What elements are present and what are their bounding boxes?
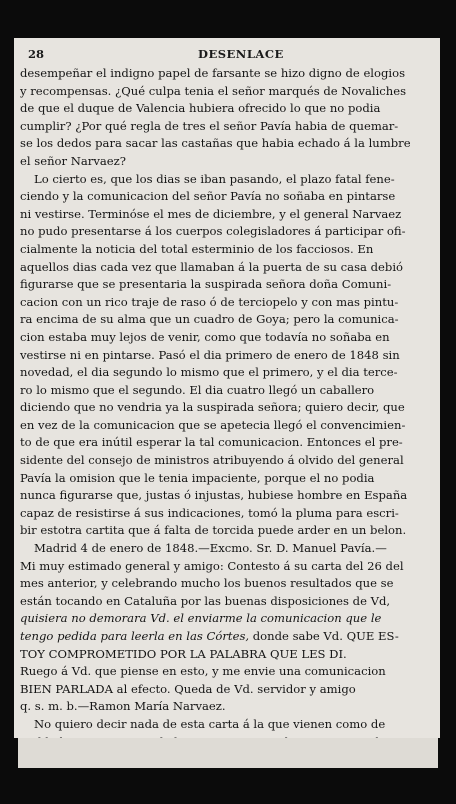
text-line: [20, 100, 434, 118]
text-line-content: to de que era inútil esperar la tal comunicacion. Entonces el pre-: [20, 435, 403, 450]
text-line-content: BIEN PARLADA al efecto. Queda de Vd. servidor y amigo: [20, 681, 356, 696]
text-line: [20, 716, 434, 734]
text-line-content: Ruego á Vd. que piense en esto, y me envie una comunicacion: [20, 664, 386, 679]
text-line-content: novedad, el dia segundo lo mismo que el primero, y el dia terce-: [20, 365, 398, 380]
text-line-content: figurarse que se presentaria la suspirada señora doña Comuni-: [20, 277, 392, 292]
text-line: [20, 364, 434, 382]
text-line-content: capaz de resistirse á sus indicaciones, tomó la pluma para escri-: [20, 505, 399, 520]
text-line-content: cumplir? ¿Por qué regla de tres el señor Pavía habia de quemar-: [20, 118, 399, 133]
text-line-content: de que el duque de Valencia hubiera ofrecido lo que no podia: [20, 101, 381, 116]
text-line: [20, 399, 434, 417]
text-line-content: cialmente la noticia del total esterminio de los facciosos. En: [20, 241, 374, 256]
text-line: [20, 610, 434, 628]
text-line-content: Lo cierto es, que los dias se iban pasando, el plazo fatal fene-: [34, 171, 395, 186]
text-line: [20, 540, 434, 558]
text-line: [20, 153, 434, 171]
text-line-content: ra encima de su alma que un cuadro de Goya; pero la comunica-: [20, 312, 399, 327]
text-line: [20, 65, 434, 83]
text-line-content: quisiera no demorara Vd. el enviarme la comunicacion que le: [20, 611, 382, 626]
page-number: 28: [28, 47, 45, 61]
text-line: [20, 329, 434, 347]
text-line: [20, 505, 434, 523]
text-line-content: Mi muy estimado general y amigo: Contesto á su carta del 26 del: [20, 558, 404, 573]
text-line: [20, 522, 434, 540]
text-line-content: cion estaba muy lejos de venir, como que todavía no soñaba en: [20, 329, 390, 344]
text-line-content: y recompensas. ¿Qué culpa tenia el señor marqués de Novaliches: [20, 83, 407, 98]
text-line: [20, 83, 434, 101]
text-line: [20, 417, 434, 435]
text-line-content: bir estotra cartita que á falta de torcida puede arder en un belon.: [20, 523, 407, 538]
page-bottom-edge: [18, 738, 438, 768]
text-line-suffix: donde sabe Vd. QUE ES-: [249, 629, 399, 643]
text-line: [20, 663, 434, 681]
text-line-content: ciendo y la comunicacion del señor Pavía no soñaba en pintarse: [20, 189, 396, 204]
text-line-content: desempeñar el indigno papel de farsante se hizo digno de elogios: [20, 66, 406, 80]
text-line: [20, 206, 434, 224]
text-line-content: en vez de la comunicacion que se apetecia llegó el convencimien-: [20, 417, 406, 432]
text-line: [20, 171, 434, 189]
text-line-content: cacion con un rico traje de raso ó de terciopelo y con mas pintu-: [20, 294, 399, 309]
text-line: [20, 434, 434, 452]
text-line: [20, 593, 434, 611]
text-line: [20, 558, 434, 576]
text-line: [20, 276, 434, 294]
text-line-content: tengo pedida para leerla en las Córtes,: [20, 629, 250, 643]
text-line: [20, 223, 434, 241]
text-line-content: TOY COMPROMETIDO POR LA PALABRA QUE LES DI.: [20, 646, 347, 661]
text-line-content: aquellos dias cada vez que llamaban á la puerta de su casa debió: [20, 259, 404, 274]
book-page: [14, 38, 440, 738]
text-line: [20, 452, 434, 470]
text-line-content: nunca figurarse que, justas ó injustas, hubiese hombre en España: [20, 488, 408, 503]
text-line: [20, 575, 434, 593]
text-line-content: el señor Narvaez?: [20, 153, 126, 168]
text-line: [20, 118, 434, 136]
text-line-content: se los dedos para sacar las castañas que habia echado á la lumbre: [20, 136, 411, 151]
text-line-content: vestirse ni en pintarse. Pasó el dia primero de enero de 1848 sin: [20, 347, 400, 362]
text-line-content: Madrid 4 de enero de 1848.—Excmo. Sr. D. Manuel Pavía.—: [34, 541, 387, 556]
text-line: [20, 382, 434, 400]
text-line: [20, 294, 434, 312]
text-line: [20, 135, 434, 153]
running-title: DESENLACE: [198, 47, 284, 61]
text-line: [20, 681, 434, 699]
body-text: [20, 65, 434, 769]
text-line: [20, 347, 434, 365]
page-header: [28, 47, 426, 63]
text-line: [20, 311, 434, 329]
text-line: [20, 188, 434, 206]
text-line: [20, 259, 434, 277]
text-line-content: No quiero decir nada de esta carta á la que vienen como de: [34, 716, 386, 731]
text-line-content: ro lo mismo que el segundo. El dia cuatro llegó un caballero: [20, 382, 375, 397]
text-line: [20, 470, 434, 488]
text-line: [20, 241, 434, 259]
text-line-content: ni vestirse. Terminóse el mes de diciembre, y el general Narvaez: [20, 206, 402, 221]
text-line: [20, 646, 434, 664]
text-line: [20, 628, 434, 646]
text-line-content: están tocando en Cataluña por las buenas disposiciones de Vd,: [20, 593, 391, 608]
text-line-content: diciendo que no vendria ya la suspirada señora; quiero decir, que: [20, 400, 405, 415]
text-line-content: sidente del consejo de ministros atribuyendo á olvido del general: [20, 453, 404, 468]
text-line-content: mes anterior, y celebrando mucho los buenos resultados que se: [20, 576, 394, 591]
text-line-content: q. s. m. b.—Ramon María Narvaez.: [20, 699, 226, 714]
text-line: [20, 698, 434, 716]
text-line-content: Pavía la omision que le tenia impaciente, porque el no podia: [20, 470, 375, 485]
text-line-content: no pudo presentarse á los cuerpos colegisladores á participar ofi-: [20, 224, 406, 239]
text-line: [20, 487, 434, 505]
